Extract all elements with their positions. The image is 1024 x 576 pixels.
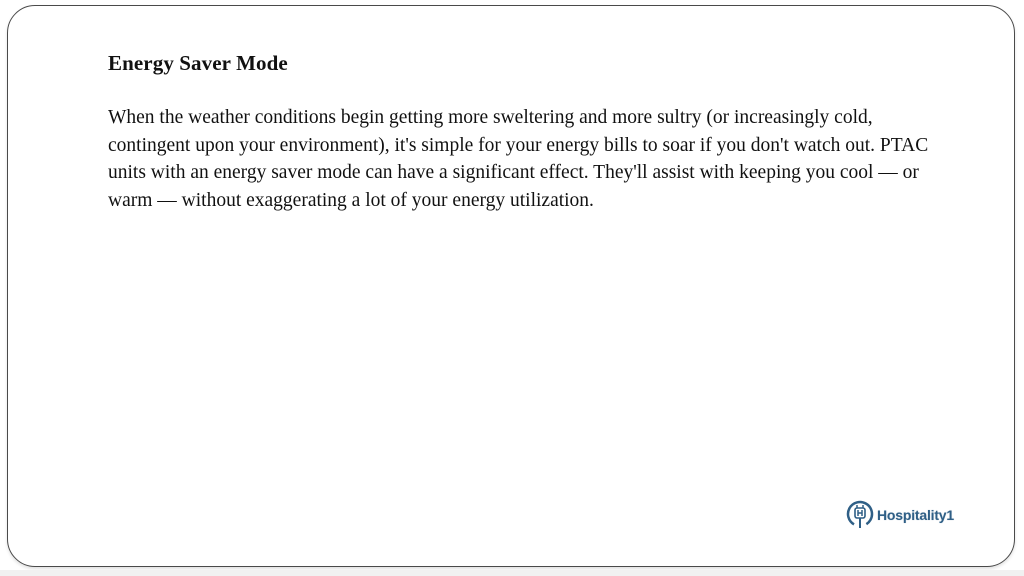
slide-frame (7, 5, 1015, 567)
brand-logo (845, 499, 954, 531)
plug-h-icon (845, 500, 875, 530)
slide-title: Energy Saver Mode (108, 51, 288, 75)
bottom-strip (0, 570, 1024, 576)
slide-body-text: When the weather conditions begin getting more sweltering and more sultry (or increasingly cold, contingent upon your environment), it's simple for your energy bills to soar if you don't watch out. PTAC units with an energy saver mode can have a significant effect. They'll assist with keeping you cool — or warm — without exaggerating a lot of your energy utilization. (108, 107, 929, 211)
logo-text: Hospitality1 (877, 507, 954, 523)
